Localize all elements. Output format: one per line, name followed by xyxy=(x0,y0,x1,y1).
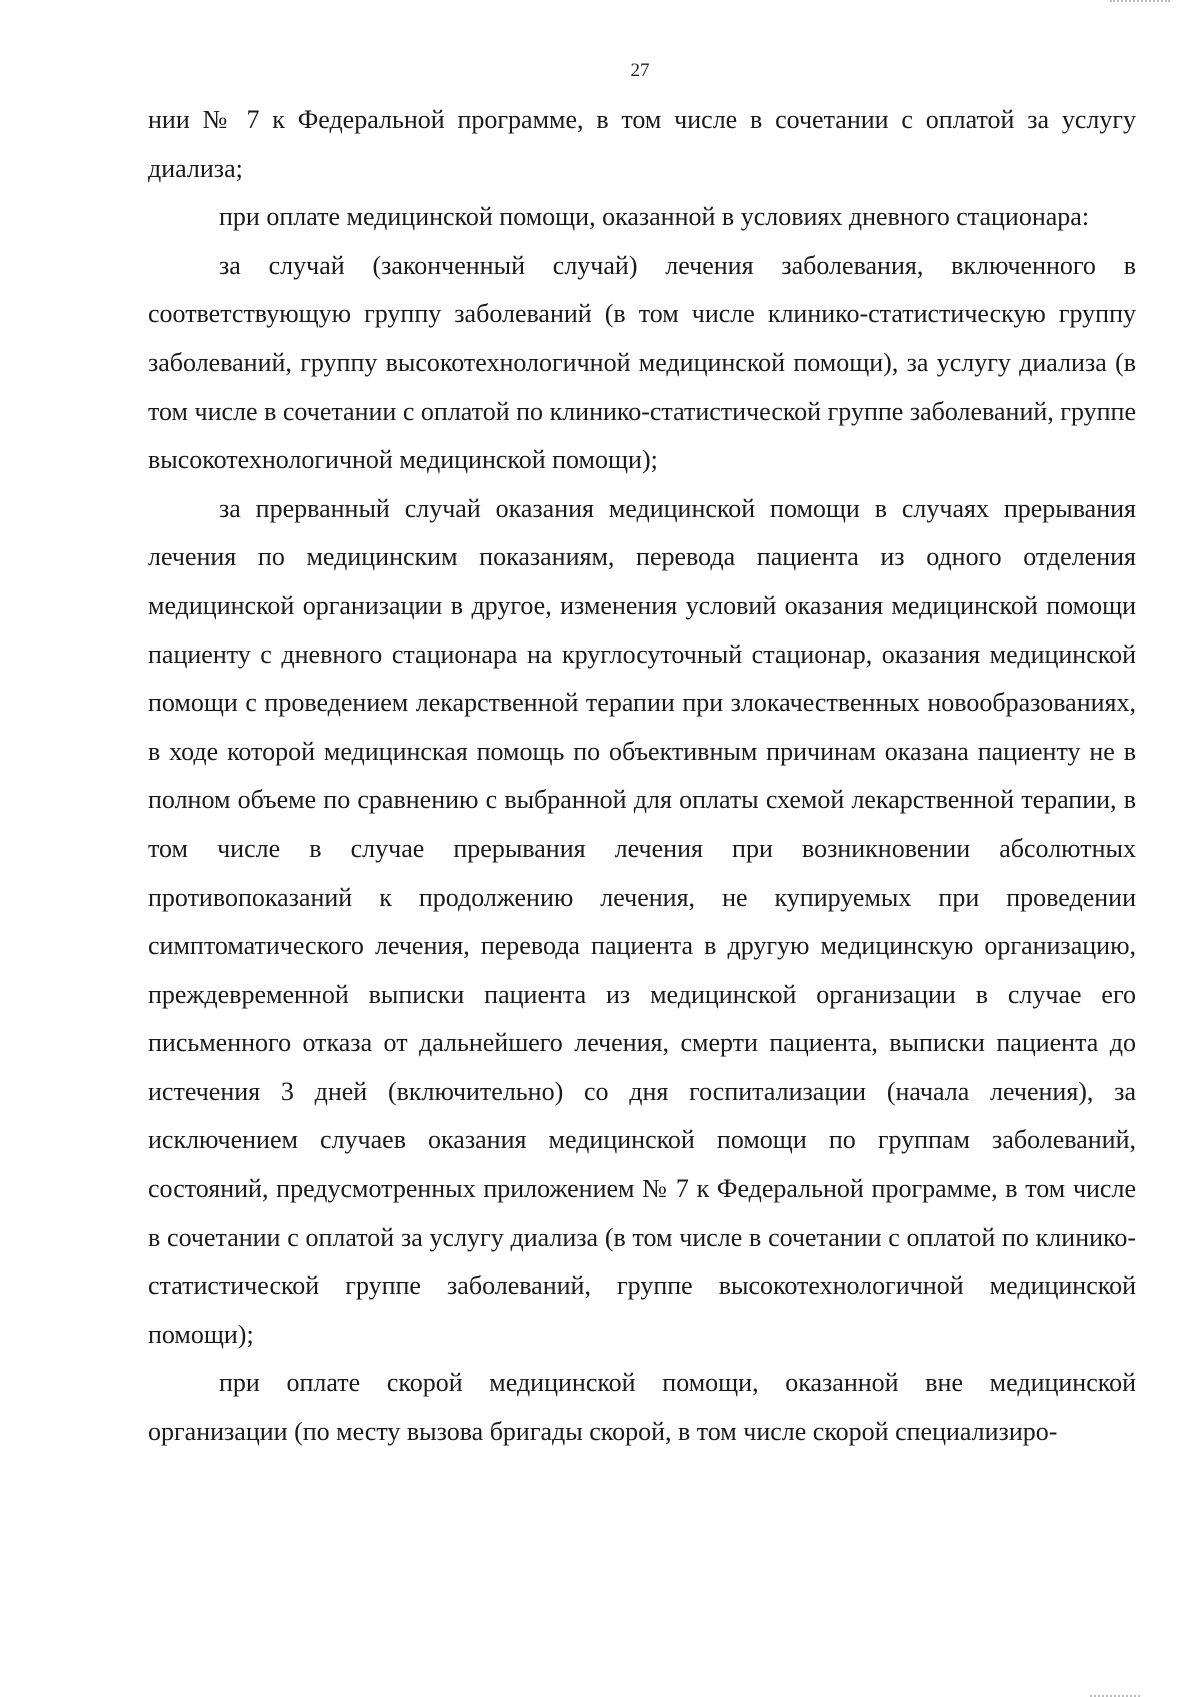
paragraph-ambulance: при оплате скорой медицинской помощи, оказанной вне медицинской организации (по месту вызова бригады скорой, в том числе скорой специализиро- xyxy=(148,1368,1136,1447)
scan-edge-mark-bottom xyxy=(1090,1692,1140,1697)
paragraph-continuation: нии № 7 к Федеральной программе, в том числе в сочетании с оплатой за услугу диализа; xyxy=(148,105,1136,183)
paragraph-interrupted-case: за прерванный случай оказания медицинской помощи в случаях прерывания лечения по медицинским показаниям, перевода пациента из одного отделения медицинской организации в другое, изменения условий оказания медицинской помощи пациенту с дневного стационара на круглосуточный стационар, оказания медицинской помощи с проведением лекарственной терапии при злокачественных новообразованиях, в ходе которой медицинская помощь по объективным причинам оказана пациенту не в полном объеме по сравнению с выбранной для оплаты схемой лекарственной терапии, в том числе в случае прерывания лечения при возникновении абсолютных противопоказаний к продолжению лечения, не купируемых при проведении симптоматического лечения, перевода пациента в другую медицинскую организацию, преждевременной выписки пациента из медицинской организации в случае его письменного отказа от дальнейшего лечения, смерти пациента, выписки пациента до истечения 3 дней (включительно) со дня госпитализации (начала лечения), за исключением случаев оказания медицинской помощи по группам заболеваний, состояний, предусмотренных приложением № 7 к Федеральной программе, в том числе в сочетании с оплатой за услугу диализа (в том числе в сочетании с оплатой по клинико-статистической группе заболеваний, группе высокотехнологичной медицинской помощи); xyxy=(148,493,1136,1349)
document-body xyxy=(148,96,1136,1457)
paragraph-completed-case: за случай (законченный случай) лечения заболевания, включенного в соответствующую группу заболеваний (в том числе клинико-статистическую группу заболеваний, группу высокотехнологичной медицинской помощи), за услугу диализа (в том числе в сочетании с оплатой по клинико-статистической группе заболеваний, группе высокотехнологичной медицинской помощи); xyxy=(148,250,1136,475)
scan-edge-mark xyxy=(1110,0,1170,5)
paragraph-day-hospital: при оплате медицинской помощи, оказанной в условиях дневного стационара: xyxy=(219,202,1090,232)
page-number: 27 xyxy=(630,60,650,81)
